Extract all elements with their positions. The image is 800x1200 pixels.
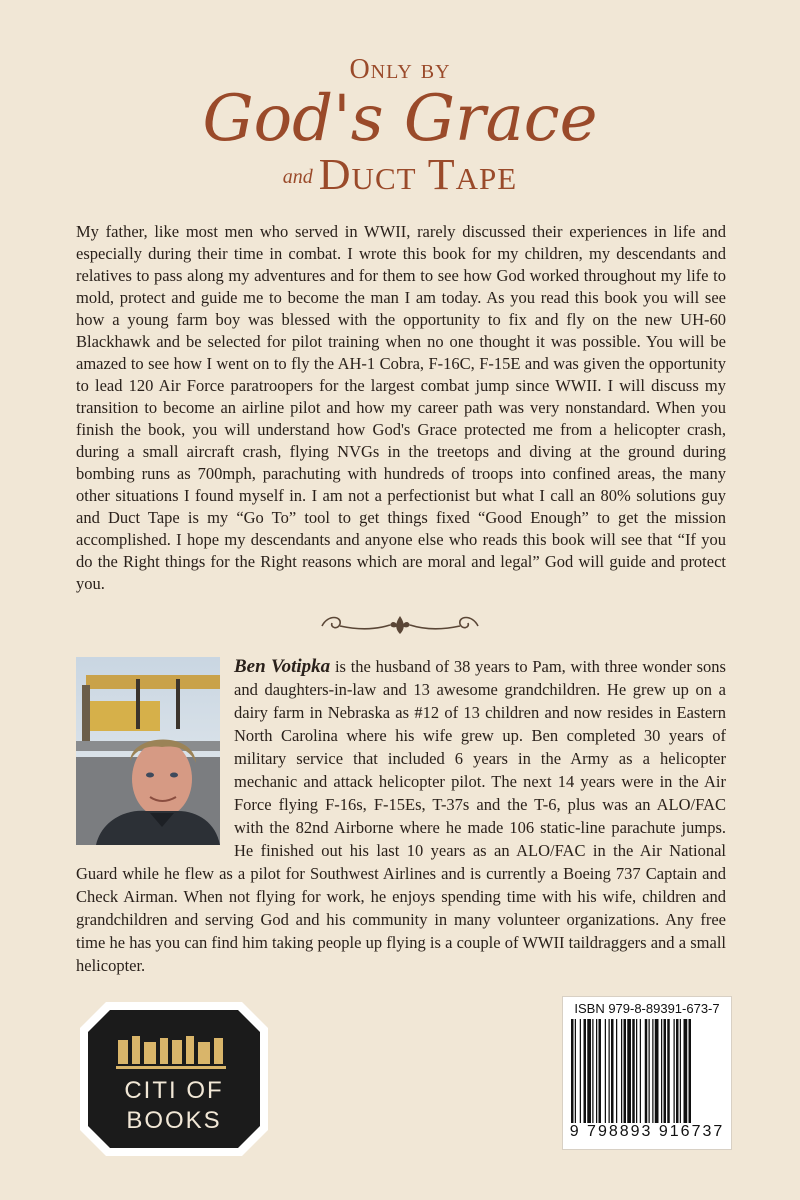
author-bio	[76, 655, 726, 977]
publisher-logo	[76, 998, 272, 1160]
isbn-barcode-box	[562, 996, 732, 1150]
title-line-1: Only by	[349, 54, 451, 85]
photo-spacer	[76, 655, 234, 843]
barcode	[569, 1019, 725, 1123]
title-line-2: God's Grace	[202, 82, 598, 156]
book-synopsis: My father, like most men who served in WWII, rarely discussed their experiences in life and especially during their time in combat. I wrote this book for my children, my descendants and relatives to pass along my adventures and for them to see how God worked throughout my life to mold, protect and guide me to become the man I am today. As you read this book you will see how a young farm boy was blessed with the opportunity to fix and fly on the new UH-60 Blackhawk and be selected for pilot training when no one thought it was possible. You will be amazed to see how I went on to fly the AH-1 Cobra, F-16C, F-15E and was given the opportunity to lead 120 Air Force paratroopers for the largest combat jump since WWII. I will discuss my transition to become an airline pilot and how my career path was very nonstandard. When you finish the book, you will understand how God's Grace protected me from a helicopter crash, during a small aircraft crash, flying NVGs in the treetops and diving at the ground during bombing runs as 700mph, parachuting with hundreds of troops into confined areas, the many other situations I found myself in. I am not a perfectionist but what I call an 80% solutions guy and Duct Tape is my “Go To” tool to get things fixed “Good Enough” to get the mission accomplished. I hope my descendants and anyone else who reads this book will see that “If you do the Right things for the Right reasons which are moral and legal” God will guide and protect you.	[76, 222, 726, 593]
title-and: and	[282, 166, 313, 188]
title-line-3: Duct Tape	[318, 150, 518, 199]
publisher-name-2: BOOKS	[126, 1107, 222, 1134]
barcode-digits: 9 798893 916737	[569, 1123, 725, 1140]
title-line-3-wrap	[0, 150, 800, 207]
author-name: Ben Votipka	[234, 656, 331, 677]
isbn-label: ISBN 979-8-89391-673-7	[574, 1001, 720, 1016]
author-bio-text: is the husband of 38 years to Pam, with three wonder sons and daughters-in-law and 13 awesome grandchildren. He grew up on a dairy farm in Nebraska as #12 of 13 children and now resides in Eastern North Carolina where his wife grew up. Ben completed 30 years of military service that included 6 years in the Army as a helicopter mechanic and attack helicopter pilot. The next 14 years were in the Air Force flying F-16s, F-15Es, T-37s and the T-6, plus was an ALO/FAC with the 82nd Airborne where he made 106 static-line parachute jumps. He finished out his last 10 years as an ALO/FAC in the Air National Guard while he flew as a pilot for Southwest Airlines and is currently a Boeing 737 Captain and Check Airman. When not flying for work, he enjoys spending time with his wife, children and grandchildren and serving God and his community in many volunteer organizations. Any free time he has you can find him taking people up flying is a couple of WWII taildraggers and a small helicopter.	[76, 657, 726, 975]
publisher-name-1: CITI OF	[124, 1077, 224, 1104]
book-title	[0, 55, 800, 207]
flourish-ornament-icon	[318, 610, 482, 640]
